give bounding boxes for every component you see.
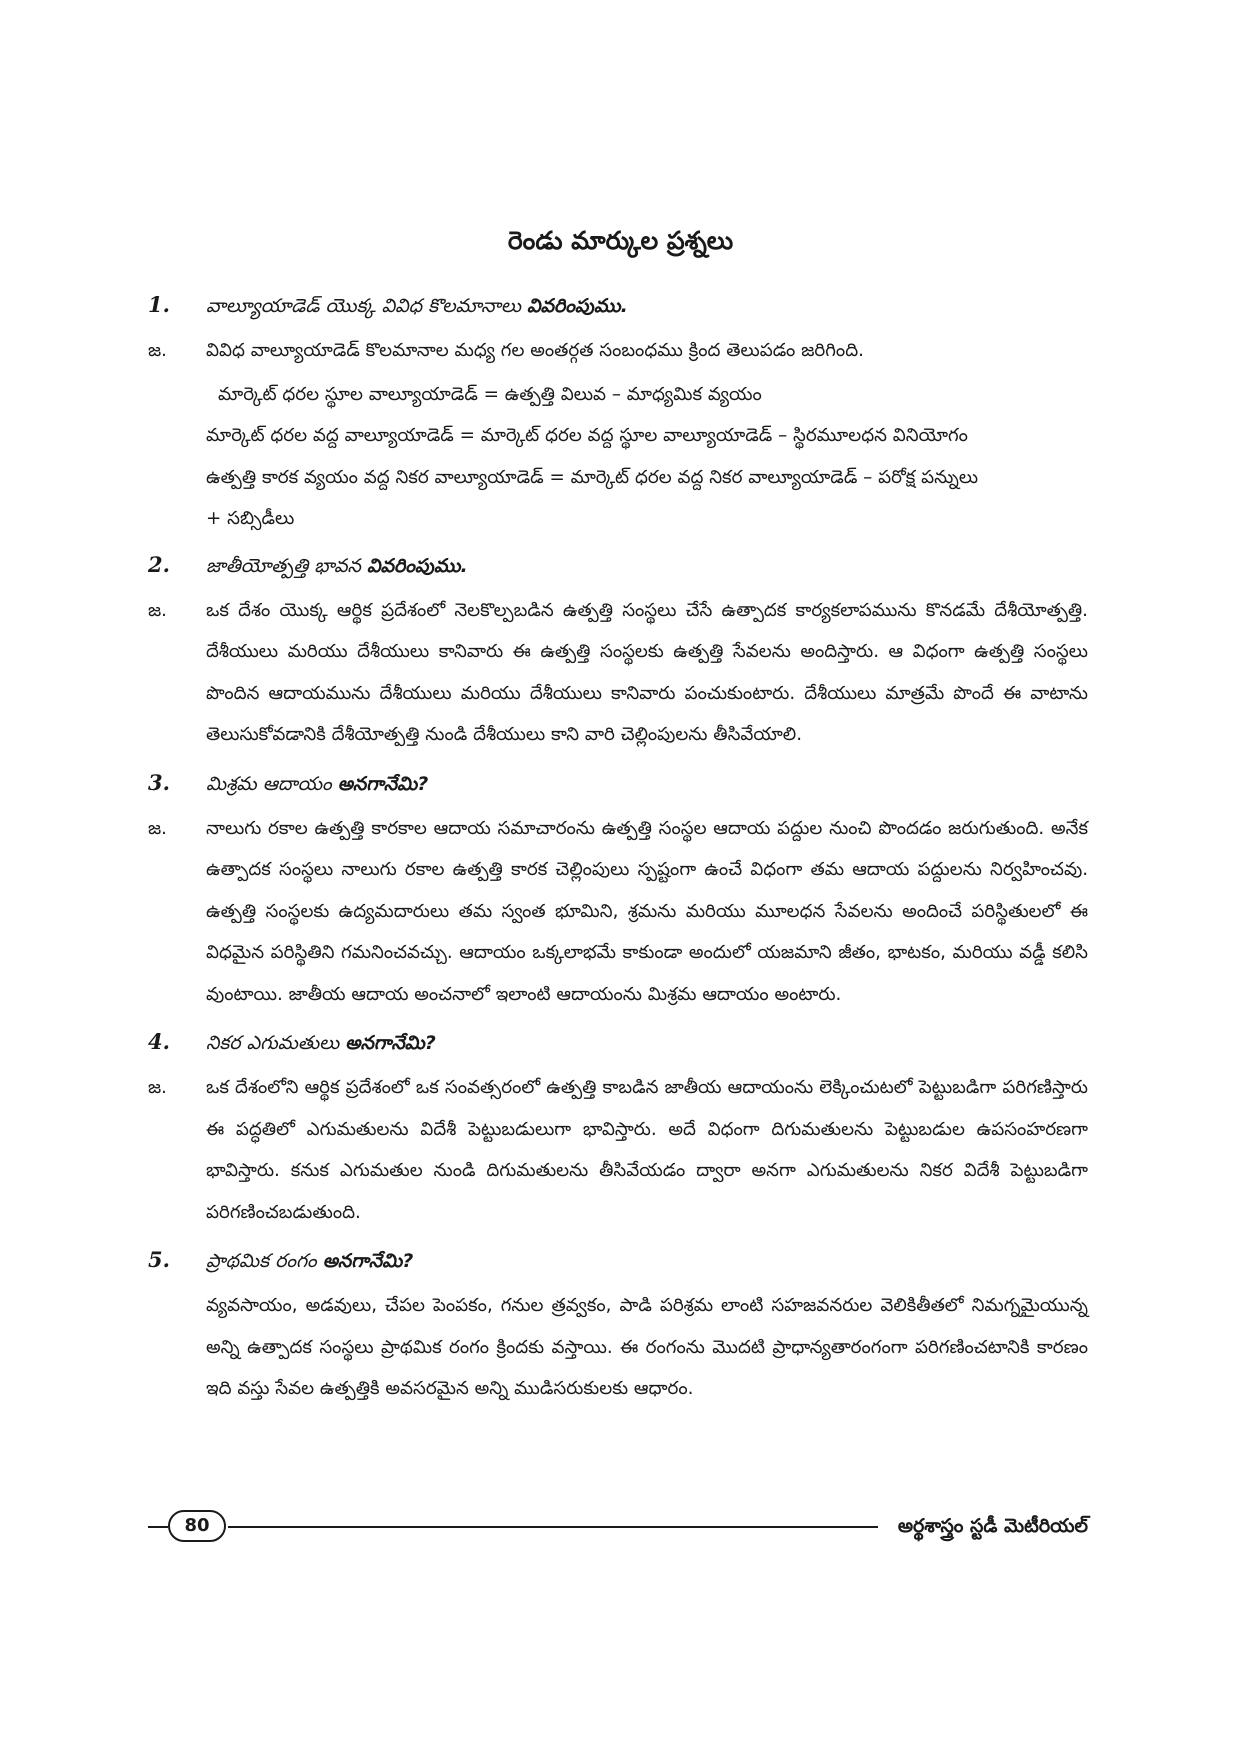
question-1-text [206, 281, 628, 331]
answer-4-text: ఒక దేశంలోని ఆర్థిక ప్రదేశంలో ఒక సంవత్సరంలో ఉత్పత్తి కాబడిన జాతీయ ఆదాయంను లెక్కించుటలో పెట్టుబడిగా పరిగణిస్తారు ఈ పద్ధతిలో ఎగుమతులను విదేశీ పెట్టుబడులుగా భావిస్తారు. అదే విధంగా దిగుమతులను పెట్టుబడుల ఉపసంహరణగా భావిస్తారు. కనుక ఎగుమతుల నుండి దిగుమతులను తీసివేయడం ద్వారా అనగా ఎగుమతులను నికర విదేశీ పెట్టుబడిగా పరిగణించబడుతుంది. [206, 1077, 1088, 1223]
question-2-stem: జాతీయోత్పత్తి భావన [206, 554, 361, 577]
question-1-number: 1. [148, 292, 170, 317]
question-5-text [206, 1236, 413, 1286]
question-5-number: 5. [148, 1247, 170, 1272]
question-3 [148, 758, 1088, 808]
question-4-number: 4. [148, 1029, 170, 1054]
question-3-text [206, 759, 428, 809]
page-number: 80 [168, 1510, 226, 1542]
question-4-emphasis: అనగానేమి? [345, 1032, 436, 1054]
question-3-number: 3. [148, 769, 170, 795]
question-1 [148, 280, 1088, 330]
answer-1 [148, 330, 1088, 372]
answer-3-marker: జ. [148, 817, 167, 839]
answer-5-text: వ్యవసాయం, అడవులు, చేపల పెంపకం, గనుల త్రవ్వకం, పాడి పరిశ్రమ లాంటి సహజవనరుల వెలికితీతలో నిమగ్నమైయున్న అన్ని ఉత్పాదక సంస్థలు ప్రాథమిక రంగం క్రిందకు వస్తాయి. ఈ రంగంను మొదటి ప్రాధాన్యతారంగంగా పరిగణించటానికి కారణం ఇది వస్తు సేవల ఉత్పత్తికి అవసరమైన అన్ని ముడిసరుకులకు ఆధారం. [206, 1295, 1088, 1399]
answer-1-marker: జ. [148, 340, 167, 361]
formula-2: మార్కెట్ ధరల వద్ద వాల్యూయాడెడ్ = మార్కెట్ ధరల వద్ద స్థూల వాల్యూయాడెడ్ – స్థిరమూలధన వినియోగం [206, 425, 968, 446]
question-4 [148, 1017, 1088, 1067]
question-1-emphasis: వివరింపుము. [527, 295, 628, 317]
question-2-emphasis: వివరింపుము. [366, 554, 468, 577]
book-title: అర్థశాస్త్రం స్టడీ మెటీరియల్ [897, 1515, 1088, 1537]
footer-rule-left [148, 1526, 168, 1528]
page-title: రెండు మార్కుల ప్రశ్నలు [507, 226, 734, 255]
question-1-stem: వాల్యూయాడెడ్ యొక్క వివిధ కొలమానాలు [206, 295, 521, 317]
page-footer [148, 1510, 1088, 1550]
answer-5 [148, 1285, 1088, 1410]
formula-4: + సబ్సిడీలు [206, 508, 295, 529]
formula-1: మార్కెట్ ధరల స్థూల వాల్యూయాడెడ్ = ఉత్పత్తి విలువ – మాధ్యమిక వ్యయం [218, 383, 762, 405]
question-2 [148, 540, 1088, 590]
question-3-emphasis: అనగానేమి? [337, 772, 429, 795]
answer-4 [148, 1067, 1088, 1233]
question-2-text [206, 541, 468, 591]
answer-4-marker: జ. [148, 1077, 167, 1098]
question-4-stem: నికర ఎగుమతులు [206, 1032, 340, 1054]
answer-2-marker: జ. [148, 599, 167, 621]
answer-2-text: ఒక దేశం యొక్క ఆర్థిక ప్రదేశంలో నెలకొల్పబడిన ఉత్పత్తి సంస్థలు చేసే ఉత్పాదక కార్యకలాపమును కొనడమే దేశీయోత్పత్తి. దేశీయులు మరియు దేశీయులు కానివారు ఈ ఉత్పత్తి సంస్థలకు ఉత్పత్తి సేవలను అందిస్తారు. ఆ విధంగా ఉత్పత్తి సంస్థలు పొందిన ఆదాయమును దేశీయులు మరియు దేశీయులు కానివారు పంచుకుంటారు. దేశీయులు మాత్రమే పొందే ఈ వాటాను తెలుసుకోవడానికి దేశీయోత్పత్తి నుండి దేశీయులు కాని వారి చెల్లింపులను తీసివేయాలి. [206, 599, 1088, 745]
content-body [148, 280, 1088, 1412]
question-3-stem: మిశ్రమ ఆదాయం [206, 772, 332, 795]
question-4-text [206, 1018, 436, 1068]
question-5-emphasis: అనగానేమి? [322, 1250, 414, 1272]
footer-rule [228, 1526, 878, 1528]
answer-3-text: నాలుగు రకాల ఉత్పత్తి కారకాల ఆదాయ సమాచారంను ఉత్పత్తి సంస్థల ఆదాయ పద్దుల నుంచి పొందడం జరుగుతుంది. అనేక ఉత్పాదక సంస్థలు నాలుగు రకాల ఉత్పత్తి కారక చెల్లింపులు స్పష్టంగా ఉంచే విధంగా తమ ఆదాయ పద్దులను నిర్వహించవు. ఉత్పత్తి సంస్థలకు ఉద్యమదారులు తమ స్వంత భూమిని, శ్రమను మరియు మూలధన సేవలను అందించే పరిస్థితులలో ఈ విధమైన పరిస్థితిని గమనించవచ్చు. ఆదాయం ఒక్కలాభమే కాకుండా అందులో యజమాని జీతం, భాటకం, మరియు వడ్డీ కలిసి వుంటాయి. జాతీయ ఆదాయ అంచనాలో ఇలాంటి ఆదాయంను మిశ్రమ ఆదాయం అంటారు. [206, 817, 1088, 1005]
answer-2 [148, 590, 1088, 756]
question-2-number: 2. [148, 551, 170, 577]
answer-1-intro: వివిధ వాల్యూయాడెడ్ కొలమానాల మధ్య గల అంతర్గత సంబంధము క్రింద తెలుపడం జరిగింది. [206, 340, 864, 361]
formula-3: ఉత్పత్తి కారక వ్యయం వద్ద నికర వాల్యూయాడెడ్ = మార్కెట్ ధరల వద్ద నికర వాల్యూయాడెడ్ – పరోక్ష పన్నులు [206, 466, 979, 488]
question-5-stem: ప్రాథమిక రంగం [206, 1250, 317, 1272]
question-5 [148, 1235, 1088, 1285]
answer-3 [148, 808, 1088, 1016]
